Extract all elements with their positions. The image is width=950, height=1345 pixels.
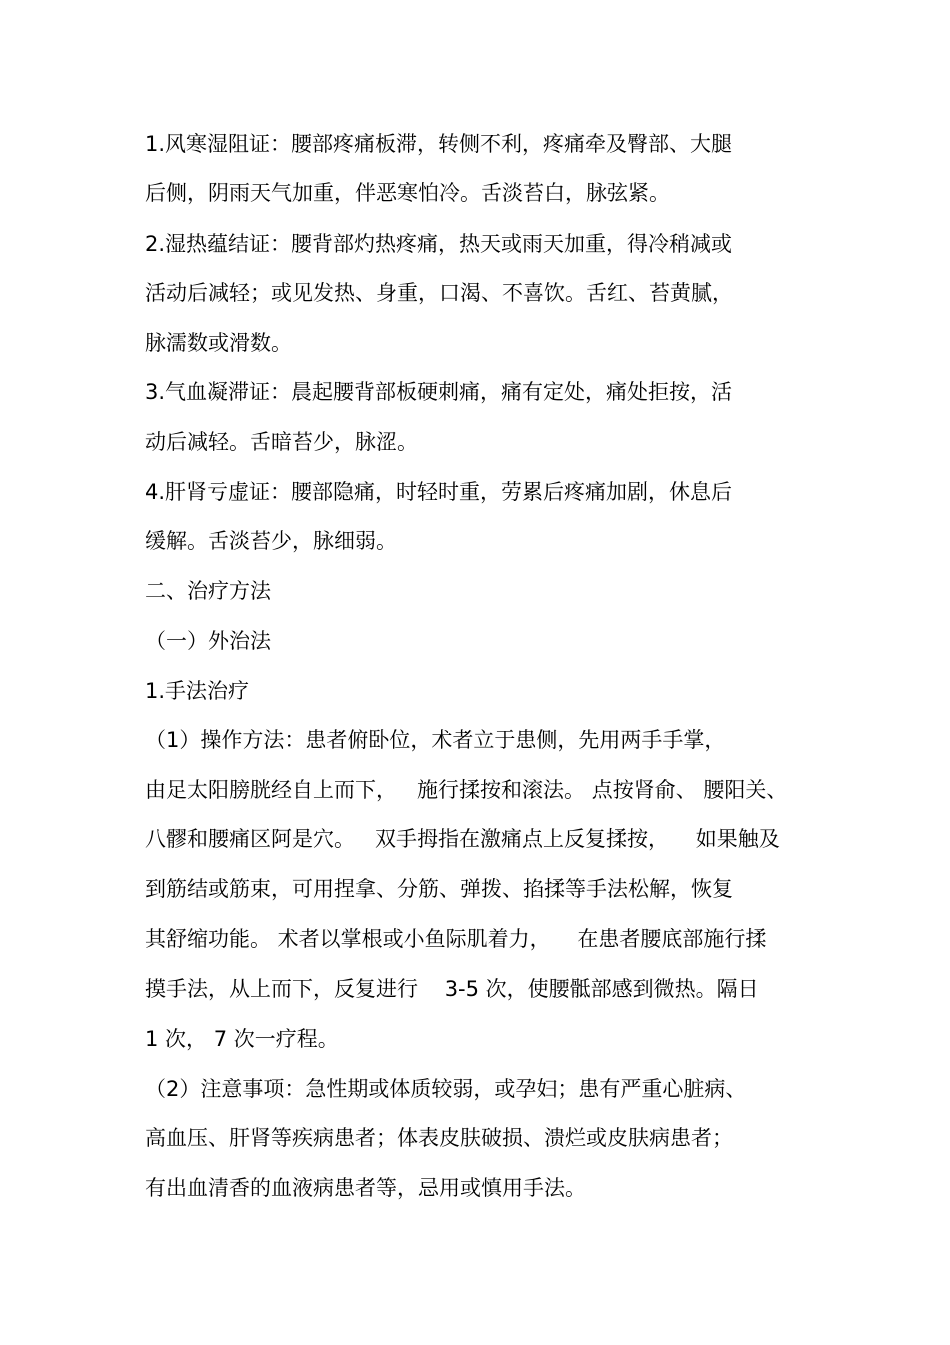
text-line: 动后减轻。舌暗苔少，脉涩。 <box>145 430 418 454</box>
text-line: 4.肝肾亏虚证：腰部隐痛，时轻时重，劳累后疼痛加剧，休息后 <box>145 480 733 504</box>
text-line: （1）操作方法：患者俯卧位，术者立于患侧，先用两手手掌， <box>145 728 726 752</box>
text-line: 2.湿热蕴结证：腰背部灼热疼痛，热天或雨天加重，得冷稍减或 <box>145 232 733 256</box>
text-line: 八髎和腰痛区阿是穴。 双手拇指在激痛点上反复揉按， 如果触及 <box>145 827 780 851</box>
text-line: 由足太阳膀胱经自上而下， 施行揉按和滚法。 点按肾俞、 腰阳关、 <box>145 778 788 802</box>
section-heading: 二、治疗方法 <box>145 579 271 603</box>
text-line: 脉濡数或滑数。 <box>145 331 292 355</box>
text-line: 到筋结或筋束，可用捏拿、分筋、弹拨、掐揉等手法松解，恢复 <box>145 877 733 901</box>
text-line: 摸手法，从上而下，反复进行 3-5 次，使腰骶部感到微热。隔日 <box>145 977 759 1001</box>
text-line: （2）注意事项：急性期或体质较弱，或孕妇；患有严重心脏病、 <box>145 1077 747 1101</box>
text-line: 活动后减轻；或见发热、身重，口渴、不喜饮。舌红、苔黄腻， <box>145 281 733 305</box>
text-line: 缓解。舌淡苔少，脉细弱。 <box>145 529 397 553</box>
text-line: 1.风寒湿阻证：腰部疼痛板滞，转侧不利，疼痛牵及臀部、大腿 <box>145 132 733 156</box>
text-line: 其舒缩功能。 术者以掌根或小鱼际肌着力， 在患者腰底部施行揉 <box>145 927 767 951</box>
subsection-heading: （一）外治法 <box>145 629 271 653</box>
item-heading: 1.手法治疗 <box>145 679 250 703</box>
text-line: 3.气血凝滞证：晨起腰背部板硬刺痛，痛有定处，痛处拒按，活 <box>145 380 733 404</box>
text-line: 有出血清香的血液病患者等，忌用或慎用手法。 <box>145 1176 586 1200</box>
text-line: 后侧，阴雨天气加重，伴恶寒怕冷。舌淡苔白，脉弦紧。 <box>145 181 670 205</box>
text-line: 高血压、肝肾等疾病患者；体表皮肤破损、溃烂或皮肤病患者； <box>145 1126 733 1150</box>
text-line: 1 次， 7 次一疗程。 <box>145 1027 339 1051</box>
